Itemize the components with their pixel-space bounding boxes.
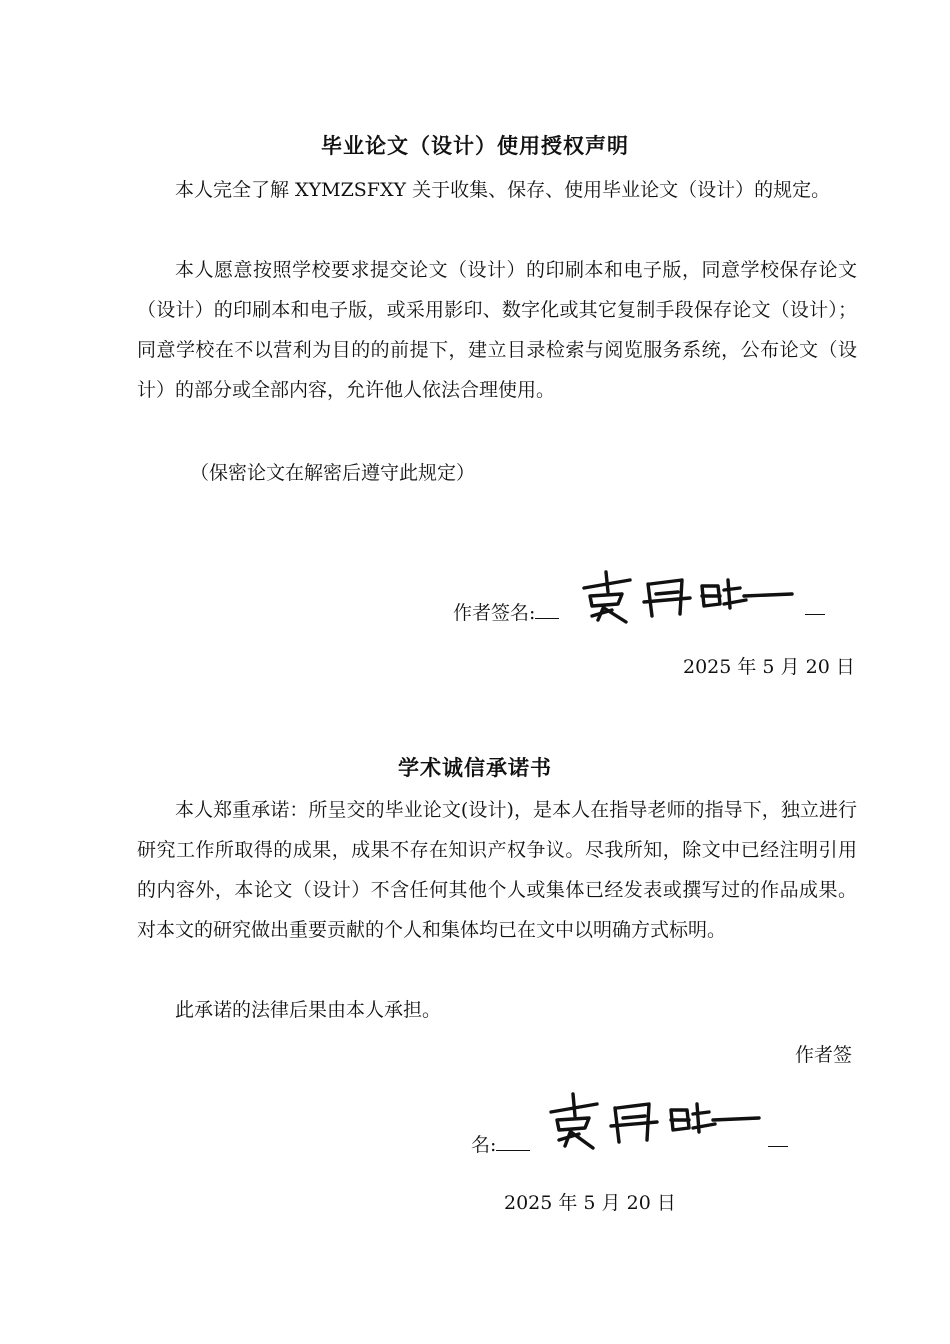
license-sign-row bbox=[453, 598, 559, 625]
license-paragraph-2: 本人愿意按照学校要求提交论文（设计）的印刷本和电子版，同意学校保存论文（设计）的印刷本和电子版，或采用影印、数字化或其它复制手段保存论文（设计）；同意学校在不以营利为目的的前提下，建立目录检索与阅览服务系统，公布论文（设计）的部分或全部内容，允许他人依法合理使用。 bbox=[137, 259, 857, 401]
integrity-sign-label-1: 作者签 bbox=[795, 1044, 853, 1066]
integrity-sign-row bbox=[471, 1130, 530, 1157]
sign-blank bbox=[535, 614, 559, 619]
license-sign-label: 作者签名: bbox=[453, 602, 536, 624]
integrity-sign-label-2: 名: bbox=[471, 1134, 497, 1156]
confidential-note: （保密论文在解密后遵守此规定） bbox=[190, 462, 476, 484]
integrity-paragraph-2: 此承诺的法律后果由本人承担。 bbox=[175, 999, 442, 1021]
license-date: 2025 年 5 月 20 日 bbox=[683, 656, 855, 678]
integrity-sign-tail bbox=[768, 1130, 788, 1152]
license-signature-image bbox=[578, 566, 798, 626]
sign-blank-tail bbox=[805, 610, 825, 615]
integrity-date: 2025 年 5 月 20 日 bbox=[504, 1192, 676, 1214]
sign-blank-tail bbox=[768, 1142, 788, 1147]
integrity-title: 学术诚信承诺书 bbox=[398, 756, 552, 780]
license-title: 毕业论文（设计）使用授权声明 bbox=[321, 134, 629, 158]
integrity-paragraph-1: 本人郑重承诺：所呈交的毕业论文(设计)，是本人在指导老师的指导下，独立进行研究工作所取得的成果，成果不存在知识产权争议。尽我所知，除文中已经注明引用的内容外，本论文（设计）不含任何其他个人或集体已经发表或撰写过的作品成果。对本文的研究做出重要贡献的个人和集体均已在文中以明确方式标明。 bbox=[137, 799, 857, 941]
integrity-signature-image bbox=[545, 1088, 765, 1152]
sign-blank bbox=[496, 1146, 530, 1151]
license-sign-tail bbox=[805, 598, 825, 620]
license-paragraph-1: 本人完全了解 XYMZSFXY 关于收集、保存、使用毕业论文（设计）的规定。 bbox=[175, 179, 831, 201]
